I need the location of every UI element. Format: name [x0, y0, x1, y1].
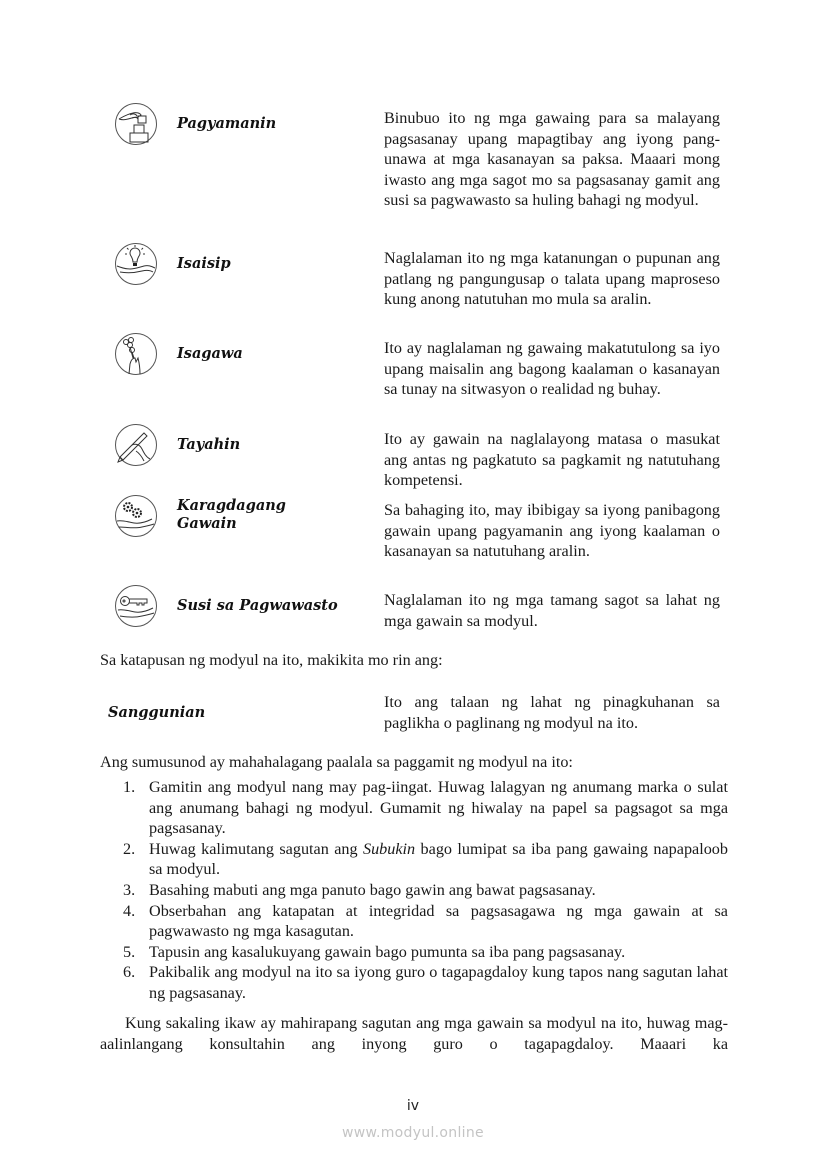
section-term: Tayahin — [177, 436, 241, 453]
section-term: Sanggunian — [108, 704, 206, 721]
page-number: iv — [406, 1098, 420, 1114]
list-item: 3. Basahing mabuti ang mga panuto bago gawin ang bawat pagsasanay. — [123, 880, 596, 899]
list-item: 1. Gamitin ang modyul nang may pag-iingat. Huwag lalagyan ng anumang marka o sulat ang anumang bahagi ng modyul. Gumamit ng hiwalay na papel sa pagsagot sa mga pagsasanay. — [123, 778, 728, 838]
section-term: Pagyamanin — [177, 115, 277, 132]
list-item: 4. Obserbahan ang katapatan at integridad sa pagsasagawa ng mga gawain at sa pagwawasto ng mga kasagutan. — [123, 901, 728, 941]
list-item: 2. Huwag kalimutang sagutan ang Subukin bago lumipat sa iba pang gawaing napapaloob sa modyul. — [123, 839, 728, 879]
list-item: 6. Pakibalik ang modyul na ito sa iyong guro o tagapagdaloy kung tapos nang sagutan lahat ng pagsasanay. — [123, 963, 728, 1002]
gears-hand-icon — [114, 494, 158, 538]
end-intro-text: Sa katapusan ng modyul na ito, makikita mo rin ang: — [100, 651, 443, 669]
lightbulb-hand-icon — [114, 242, 158, 286]
section-description: Naglalaman ito ng mga tamang sagot sa lahat ng mga gawain sa modyul. — [384, 591, 720, 630]
emphasis-subukin: Subukin — [362, 839, 416, 858]
section-term: Karagdagang Gawain — [177, 497, 286, 532]
section-term: Isagawa — [177, 345, 243, 362]
section-description: Ito ay naglalaman ng gawaing makatutulong sa iyo upang maisalin ang bagong kaalaman o kasanayan sa tunay na sitwasyon o realidad ng buhay. — [384, 339, 720, 399]
section-description: Naglalaman ito ng mga katanungan o pupunan ang patlang ng pangungusap o talata upang maproseso kung anong natutuhan mo mula sa aralin. — [384, 249, 720, 309]
section-term: Isaisip — [177, 255, 231, 272]
flowers-hand-icon — [114, 332, 158, 376]
section-description: Ito ay gawain na naglalayong matasa o masukat ang antas ng pagkatuto sa pagkamit ng natutuhang kompetensi. — [384, 430, 720, 490]
reminders-list — [100, 777, 728, 1004]
pen-hand-icon — [114, 423, 158, 467]
blocks-hand-icon — [114, 102, 158, 146]
section-description: Binubuo ito ng mga gawaing para sa malayang pagsasanay upang mapagtibay ang iyong pang-unawa at mga kasanayan sa paksa. Maaari mong iwasto ang mga sagot mo sa pagsasanay gamit ang susi sa pagwawasto sa huling bahagi ng modyul. — [384, 109, 720, 210]
section-description: Sa bahaging ito, may ibibigay sa iyong panibagong gawain upang pagyamanin ang iyong kaalaman o kasanayan sa natutuhang aralin. — [384, 501, 720, 561]
watermark: www.modyul.online — [342, 1125, 484, 1141]
section-term: Susi sa Pagwawasto — [177, 597, 338, 614]
reminders-intro-text: Ang sumusunod ay mahahalagang paalala sa paggamit ng modyul na ito: — [100, 753, 573, 771]
closing-paragraph: Kung sakaling ikaw ay mahirapang sagutan ang mga gawain sa modyul na ito, huwag mag-aalinlangang konsultahin ang inyong guro o tagapagdaloy. Maaari ka — [100, 1014, 728, 1053]
list-item: 5. Tapusin ang kasalukuyang gawain bago pumunta sa iba pang pagsasanay. — [123, 942, 626, 961]
key-hand-icon — [114, 584, 158, 628]
section-description: Ito ang talaan ng lahat ng pinagkuhanan sa paglikha o paglinang ng modyul na ito. — [384, 693, 720, 732]
